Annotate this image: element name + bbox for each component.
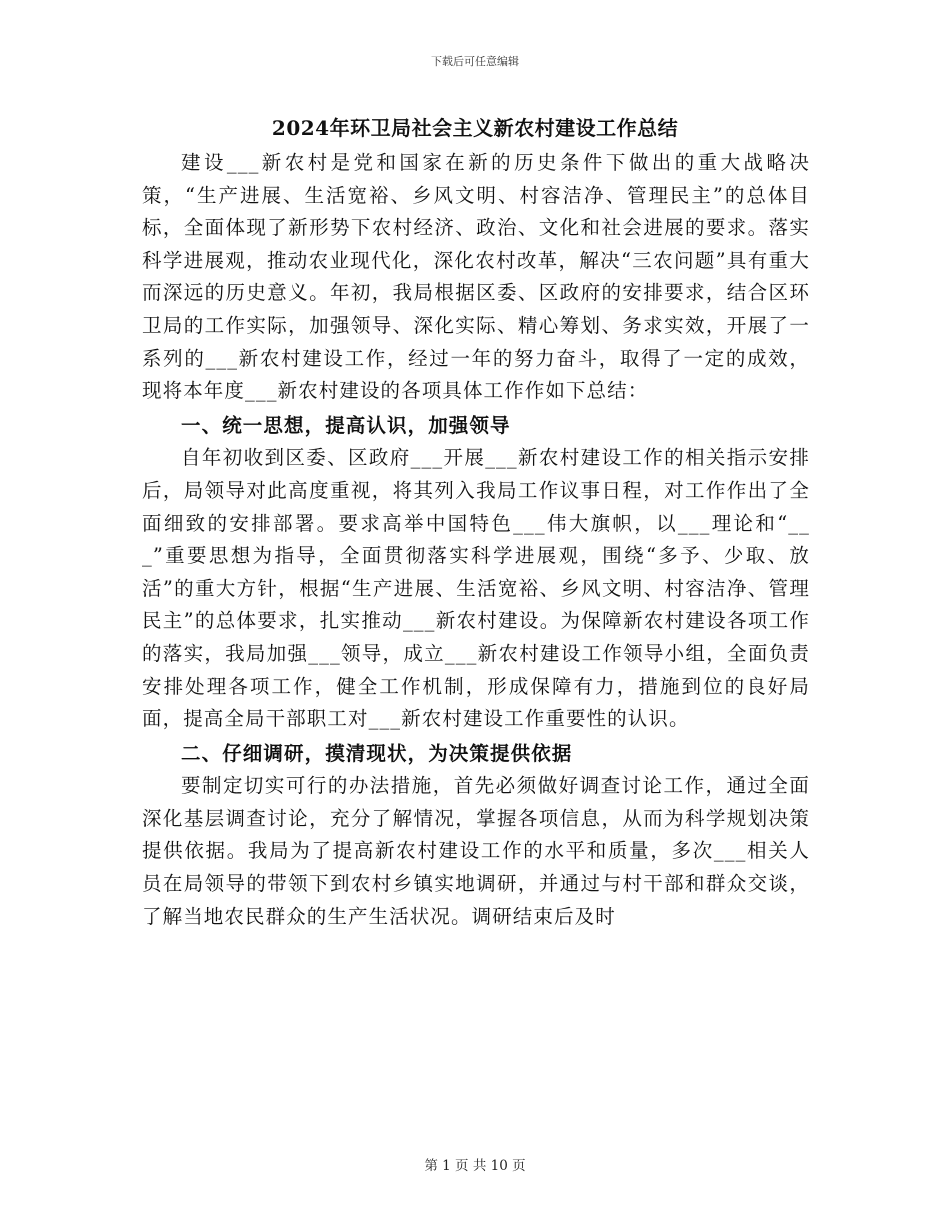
header-note: 下载后可任意编辑 — [431, 55, 519, 68]
section-1-paragraph: 自年初收到区委、区政府___开展___新农村建设工作的相关指示安排后，局领导对此高度重视，将其列入我局工作议事日程，对工作作出了全面细致的安排部署。要求高举中国特色___伟大旗帜，以___理论和“___”重要思想为指导，全面贯彻落实科学进展观，围绕“多予、少取、放活”的重大方针，根据“生产进展、生活宽裕、乡风文明、村容洁净、管理民主”的总体要求，扎实推动___新农村建设。为保障新农村建设各项工作的落实，我局加强___领导，成立___新农村建设工作领导小组，全面负责安排处理各项工作，健全工作机制，形成保障有力，措施到位的良好局面，提高全局干部职工对___新农村建设工作重要性的认识。 — [142, 446, 810, 731]
document-title: 2024年环卫局社会主义新农村建设工作总结 — [271, 116, 679, 140]
section-1-heading: 一、统一思想，提高认识，加强领导 — [181, 413, 511, 437]
page-number: 第 1 页 共 10 页 — [424, 1158, 526, 1174]
intro-paragraph: 建设___新农村是党和国家在新的历史条件下做出的重大战略决策，“生产进展、生活宽裕、乡风文明、村容洁净、管理民主”的总体目标，全面体现了新形势下农村经济、政治、文化和社会进展的要求。落实科学进展观，推动农业现代化，深化农村改革，解决“三农问题”具有重大而深远的历史意义。年初，我局根据区委、区政府的安排要求，结合区环卫局的工作实际，加强领导、深化实际、精心筹划、务求实效，开展了一系列的___新农村建设工作，经过一年的努力奋斗，取得了一定的成效，现将本年度___新农村建设的各项具体工作作如下总结： — [142, 151, 810, 403]
document-body — [142, 147, 810, 933]
section-2-paragraph: 要制定切实可行的办法措施，首先必须做好调查讨论工作，通过全面深化基层调查讨论，充分了解情况，掌握各项信息，从而为科学规划决策提供依据。我局为了提高新农村建设工作的水平和质量，多次___相关人员在局领导的带领下到农村乡镇实地调研，并通过与村干部和群众交谈，了解当地农民群众的生产生活状况。调研结束后及时 — [142, 774, 810, 928]
section-2-heading: 二、仔细调研，摸清现状，为决策提供依据 — [181, 741, 573, 765]
